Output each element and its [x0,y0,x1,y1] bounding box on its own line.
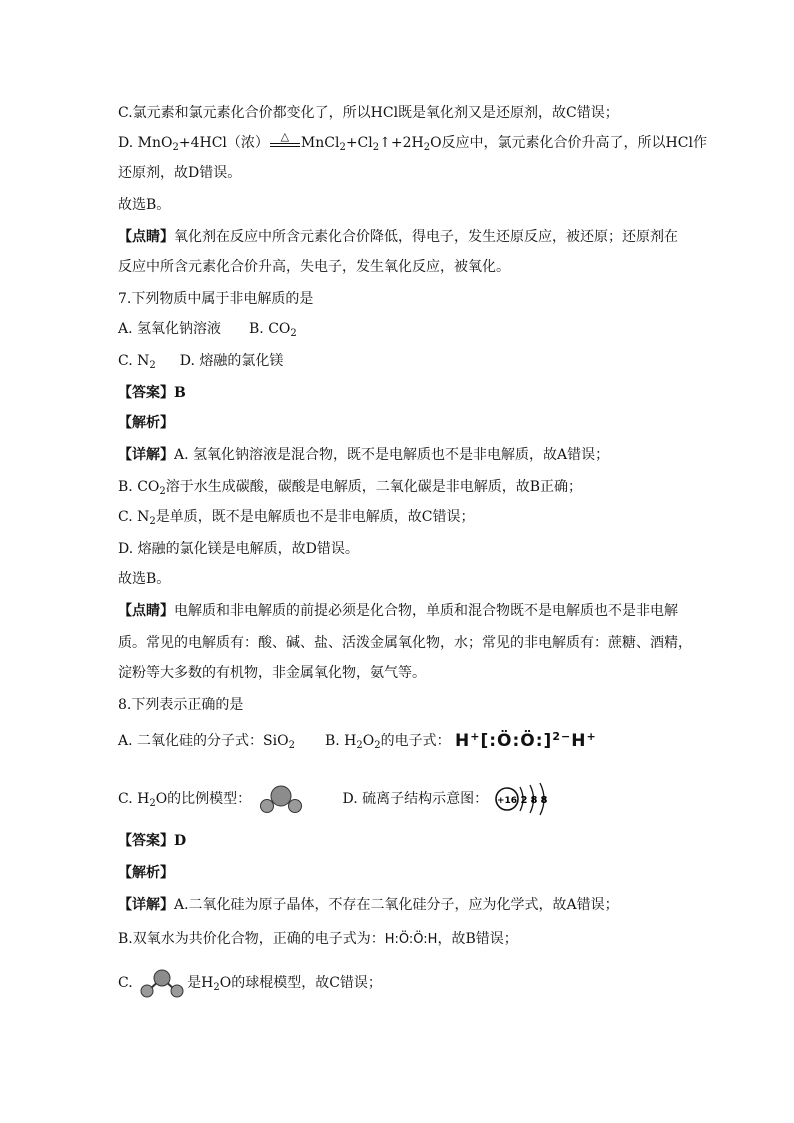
detail-7-d [118,540,676,558]
text: 反应中所含元素化合价升高，失电子，发生氧化反应，被氧化。 [118,259,510,275]
text: A.二氧化硅为原子晶体，不存在二氧化硅分子，应为化学式，故A错误； [174,897,619,913]
option-d: D. 硫离子结构示意图： [342,791,489,807]
text: A. 氢氧化钠溶液是混合物，既不是电解质也不是非电解质，故A错误； [174,447,610,463]
q7-options-ab [118,320,676,338]
subscript: 2 [159,486,166,497]
option-d: D. 熔融的氯化镁 [179,353,284,369]
line-c-prev [118,104,676,122]
text: C.氯元素和氯元素化合价都变化了，所以HCl既是氧化剂又是还原剂，故C错误； [118,105,619,121]
subscript: 2 [213,982,220,993]
text: D. 熔融的氯化镁是电解质，故D错误。 [118,541,359,557]
subscript: 2 [172,142,179,153]
analysis-heading: 【解析】 [118,415,174,431]
detail-7-b [118,478,676,496]
subscript: 2 [149,798,156,809]
core: [:Ö:Ö:] [480,731,553,751]
sulfide-ion-structure-diagram [493,782,555,816]
line-tip2-b [118,634,692,652]
q8-options-ab [118,732,676,750]
subscript: 2 [149,516,156,527]
text: 还原剂，故D错误。 [118,165,242,181]
subscript: 2 [149,360,156,371]
h-right: H [571,731,587,751]
text: 故选B。 [118,571,171,587]
text: 氧化剂在反应中所含元素化合价降低，得电子，发生还原反应，被还原；还原剂在 [174,229,678,245]
option-c: C. H [118,791,150,807]
question-8 [118,696,676,714]
line-tip2-c [118,664,676,682]
analysis-8 [118,864,676,882]
detail-8-c [118,968,676,998]
analysis-heading: 【解析】 [118,865,174,881]
subscript: 2 [288,740,295,751]
text: 故选B。 [118,197,171,213]
answer-8 [118,832,676,850]
subscript: 2 [372,142,380,153]
tip-tag: 【点睛】 [118,229,174,245]
option-a: A. 氢氧化钠溶液 [118,321,222,337]
text: C. [118,975,133,991]
electron-formula-wrong [455,732,597,750]
answer-7 [118,384,676,402]
line-tip1-a [118,228,676,246]
text: 的电子式： [380,733,451,749]
nucleus-charge: +16 [496,796,517,806]
charge: + [586,730,597,743]
water-space-filling-model-icon [256,784,306,814]
q8-options-cd [118,782,676,816]
line-d-prev [118,130,707,154]
text: B. CO [118,479,160,495]
text: B.双氧水为共价化合物，正确的电子式为： [118,931,385,947]
water-ball-stick-model-icon [137,968,187,998]
shell-2-count: 8 [530,795,538,806]
line-d-prev-cont [118,164,676,182]
text: C. N [118,509,150,525]
text: D. MnO [118,135,173,151]
subscript: 2 [423,142,431,153]
charge: 2− [552,730,572,743]
option-b: B. H [324,733,357,749]
option-a: A. 二氧化硅的分子式：SiO [118,733,289,749]
question-7 [118,290,676,308]
electron-formula-correct: H:Ö:Ö:H [384,932,438,947]
text: 7.下列物质中属于非电解质的是 [118,291,314,307]
charge: + [470,730,481,743]
answer: 【答案】B [118,385,186,401]
text: 质。常见的电解质有：酸、碱、盐、活泼金属氧化物，水；常见的非电解质有：蔗糖、酒精， [118,635,692,651]
tip-tag: 【点睛】 [118,603,174,619]
text: 溶于水生成碳酸，碳酸是电解质，二氧化碳是非电解质，故B正确； [165,479,583,495]
h-left: H [455,731,471,751]
answer: 【答案】D [118,833,187,849]
text: 是单质，既不是电解质也不是非电解质，故C错误； [155,509,475,525]
text: +Cl [345,135,373,151]
text: 电解质和非电解质的前提必须是化合物，单质和混合物既不是电解质也不是非电解 [174,603,678,619]
shell-1-count: 2 [520,795,528,806]
shell-3-count: 8 [540,795,548,806]
heat-mark: △ [280,130,290,143]
analysis-7 [118,414,676,432]
subscript: 2 [290,328,297,339]
q7-options-cd [118,352,676,370]
text: O [362,733,375,749]
text: ，故B错误； [437,931,518,947]
subscript: 2 [374,740,381,751]
text: O反应中，氯元素化合价升高了，所以HCl作 [430,135,707,151]
line-tip1-b [118,258,676,276]
text: 淀粉等大多数的有机物，非金属氧化物，氨气等。 [118,665,426,681]
text: ↑+2H [379,135,424,151]
heating-condition [269,130,301,154]
detail-tag: 【详解】 [118,897,174,913]
text: 8.下列表示正确的是 [118,697,244,713]
text: +4HCl（浓） [178,135,269,151]
line-choose-b2 [118,570,676,588]
detail-tag: 【详解】 [118,447,174,463]
detail-8-a [118,896,676,914]
text: O的球棍模型，故C错误； [219,975,382,991]
option-b: B. CO [249,321,291,337]
option-c: C. N [118,353,150,369]
line-choose-b1 [118,196,676,214]
detail-7-a [118,446,676,464]
subscript: 2 [356,740,363,751]
text: O的比例模型： [155,791,252,807]
detail-7-c [118,508,676,526]
subscript: 2 [339,142,346,153]
detail-8-b [118,930,676,949]
text: MnCl [300,135,340,151]
text: 是H [187,975,214,991]
line-tip2-a [118,602,676,620]
